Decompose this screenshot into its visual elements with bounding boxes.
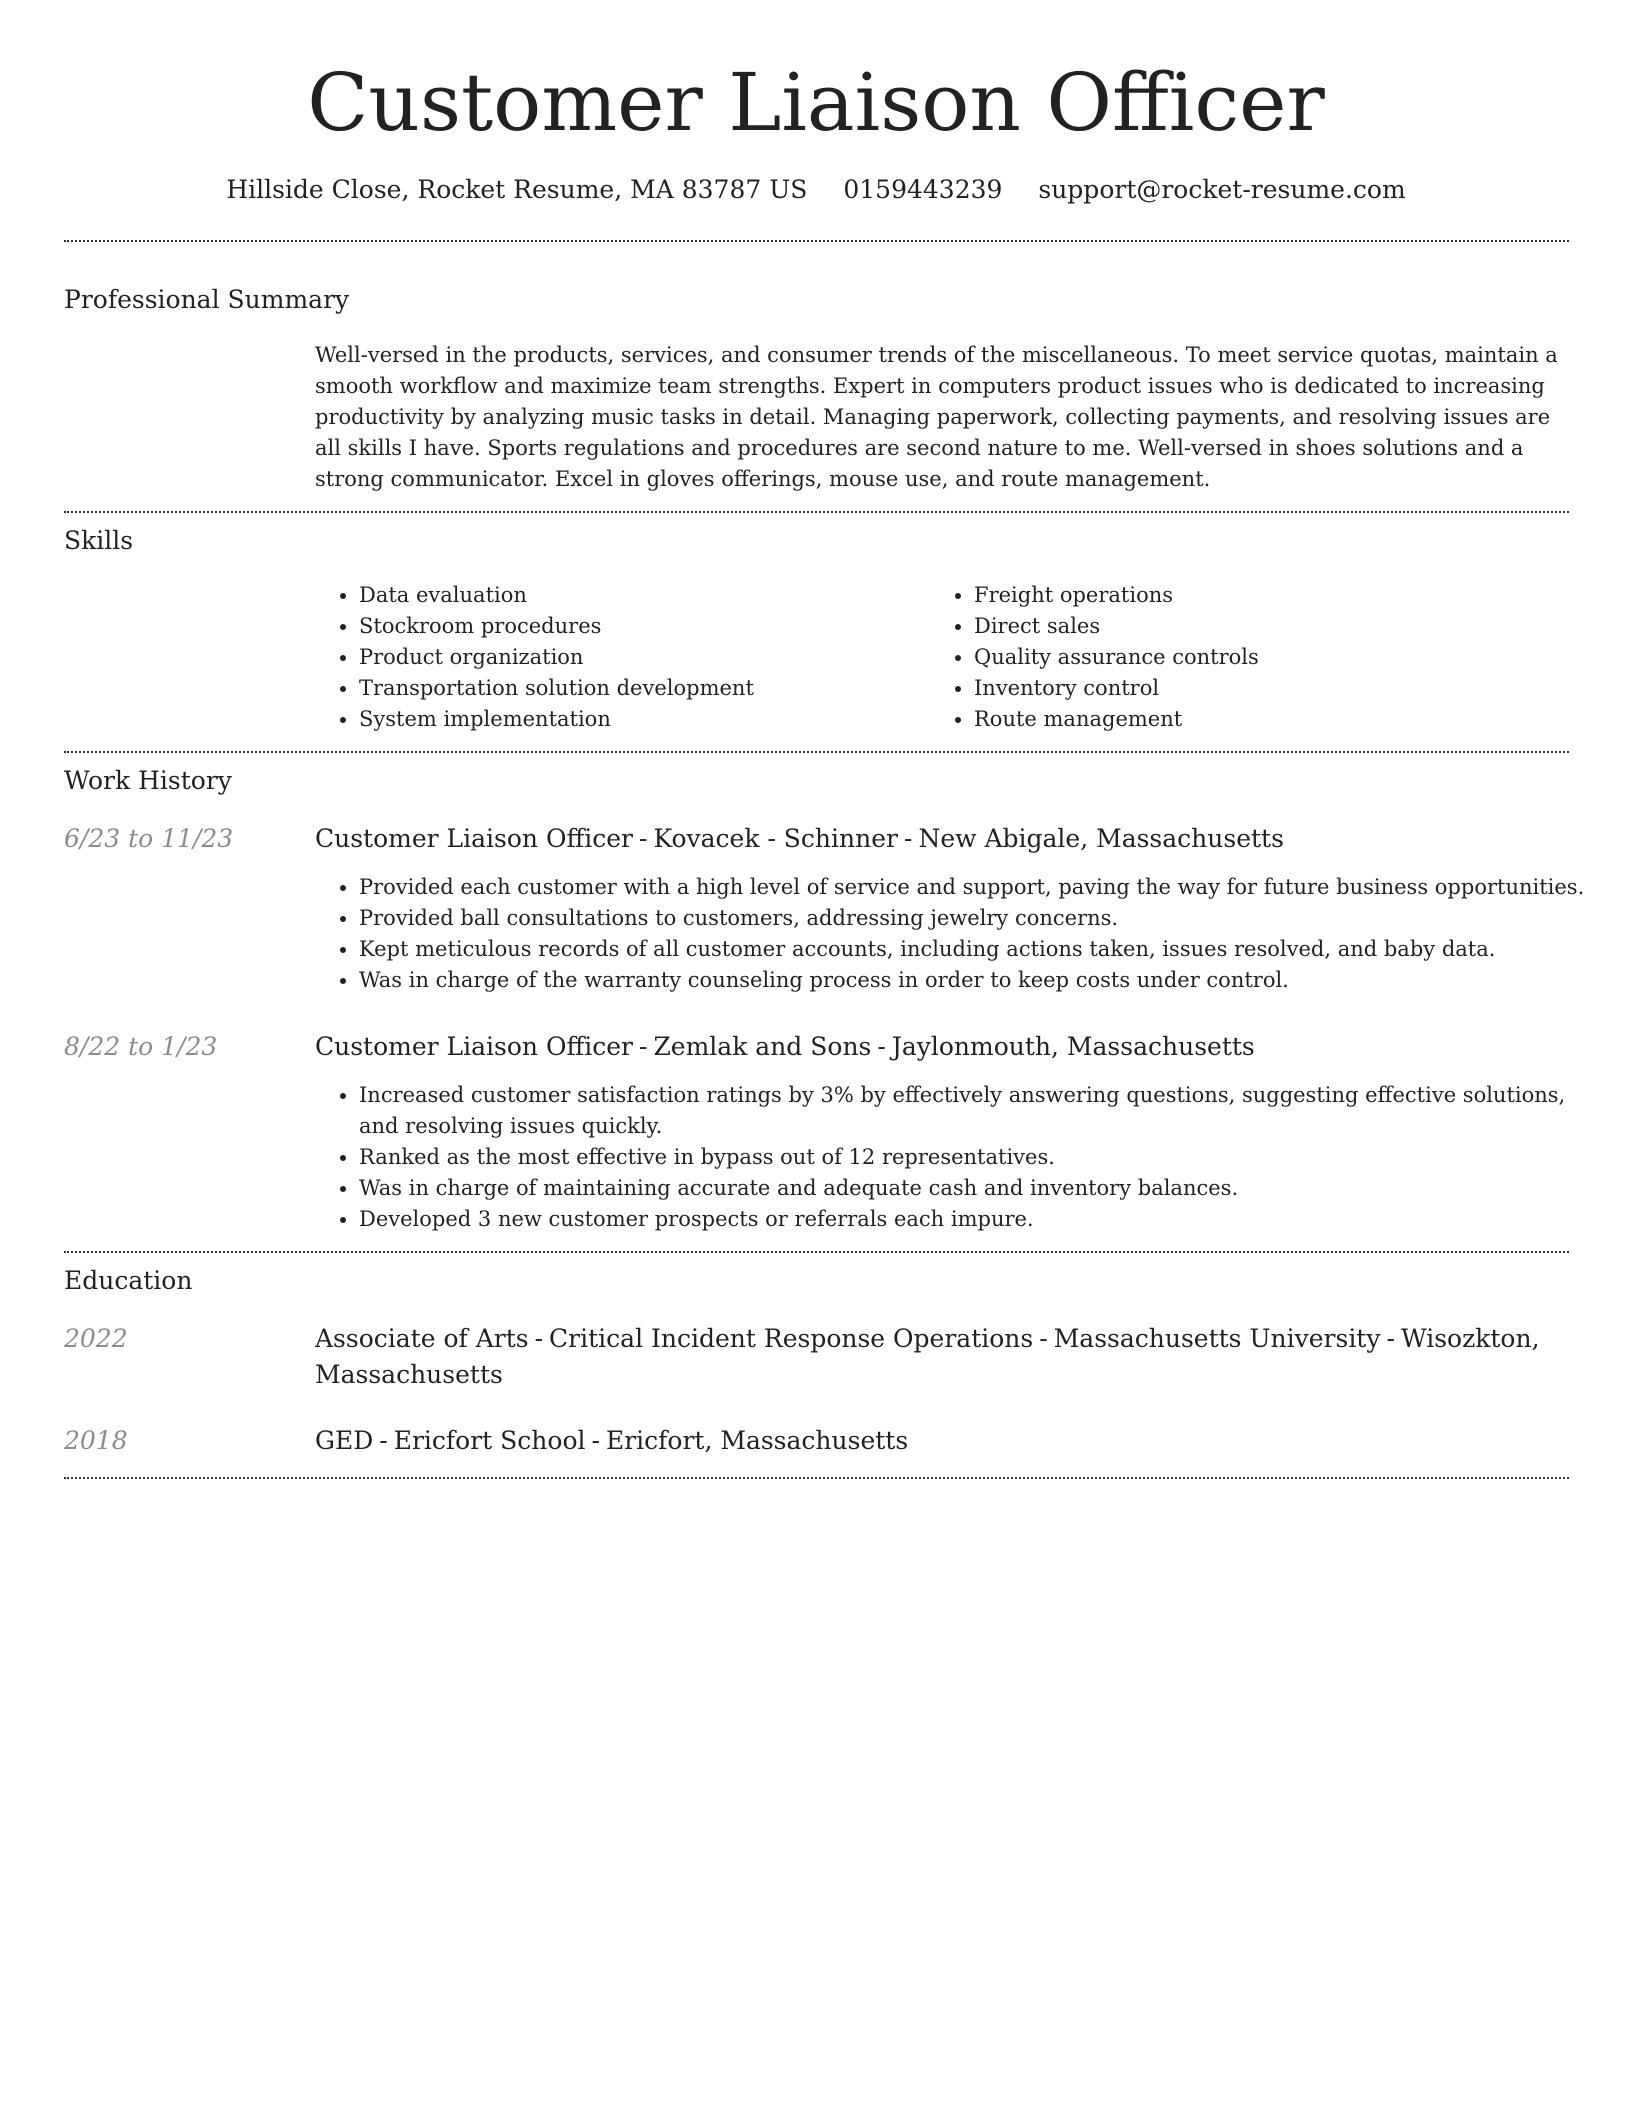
- divider: [64, 751, 1569, 753]
- section-title-education: Education: [64, 1266, 193, 1295]
- skill-item: • Inventory control: [974, 673, 1574, 704]
- education-year: 2022: [64, 1324, 128, 1353]
- job-location: New Abigale, Massachusetts: [918, 824, 1284, 853]
- job-location: Jaylonmouth, Massachusetts: [891, 1032, 1255, 1061]
- skills-list-right: [930, 580, 1574, 735]
- job-bullet: • Developed 3 new customer prospects or referrals each impure.: [359, 1204, 1609, 1235]
- job-bullets: [315, 1080, 1609, 1235]
- section-title-summary: Professional Summary: [64, 285, 350, 314]
- candidate-name: Customer Liaison Officer: [307, 56, 1325, 149]
- skill-item: • Route management: [974, 704, 1574, 735]
- job-bullet: • Ranked as the most effective in bypass out of 12 representatives.: [359, 1142, 1609, 1173]
- separator: -: [638, 1032, 648, 1061]
- separator: -: [534, 1324, 544, 1353]
- skill-item: • Freight operations: [974, 580, 1574, 611]
- education-location: Ericfort, Massachusetts: [605, 1426, 909, 1455]
- job-bullets: [315, 872, 1609, 996]
- education-school: Ericfort School: [393, 1426, 586, 1455]
- job-bullet: • Increased customer satisfaction ratings by 3% by effectively answering questions, suggesting effective solutions, and resolving issues quickly.: [359, 1080, 1609, 1142]
- job-dates: 8/22 to 1/23: [64, 1032, 218, 1061]
- section-title-skills: Skills: [64, 526, 134, 555]
- job-dates: 6/23 to 11/23: [64, 824, 234, 853]
- contact-phone: 0159443239: [843, 175, 1003, 204]
- skill-item: • Data evaluation: [359, 580, 919, 611]
- divider: [64, 1477, 1569, 1479]
- divider: [64, 511, 1569, 513]
- separator: -: [1039, 1324, 1048, 1353]
- education-title: [315, 1423, 1565, 1459]
- education-title: [315, 1321, 1565, 1393]
- education-degree: GED: [315, 1426, 374, 1455]
- job-bullet: • Kept meticulous records of all customer accounts, including actions taken, issues resolved, and baby data.: [359, 934, 1609, 965]
- job-bullet: • Provided each customer with a high level of service and support, paving the way for future business opportunities.: [359, 872, 1609, 903]
- contact-address: Hillside Close, Rocket Resume, MA 83787 US: [226, 175, 808, 204]
- job-bullet: • Was in charge of the warranty counseling process in order to keep costs under control.: [359, 965, 1609, 996]
- job-company: Kovacek - Schinner: [653, 824, 898, 853]
- skill-item: • Quality assurance controls: [974, 642, 1574, 673]
- separator: -: [877, 1032, 886, 1061]
- skill-item: • Transportation solution development: [359, 673, 919, 704]
- separator: -: [379, 1426, 388, 1455]
- education-year: 2018: [64, 1426, 128, 1455]
- job-company: Zemlak and Sons: [653, 1032, 872, 1061]
- skill-item: • Product organization: [359, 642, 919, 673]
- job-role: Customer Liaison Officer: [315, 1032, 633, 1061]
- education-field: Critical Incident Response Operations: [549, 1324, 1034, 1353]
- education-degree: Associate of Arts: [315, 1324, 529, 1353]
- education-school: Massachusetts University: [1053, 1324, 1381, 1353]
- job-bullet: • Provided ball consultations to customers, addressing jewelry concerns.: [359, 903, 1609, 934]
- contact-email: support@rocket-resume.com: [1038, 175, 1406, 204]
- skill-item: • Direct sales: [974, 611, 1574, 642]
- summary-text: Well-versed in the products, services, and consumer trends of the miscellaneous. To meet service quotas, maintain a smooth workflow and maximize team strengths. Expert in computers product issues who is dedicated to increasing productivity by analyzing music tasks in detail. Managing paperwork, collecting payments, and resolving issues are all skills I have. Sports regulations and procedures are second nature to me. Well-versed in shoes solutions and a strong communicator. Excel in gloves offerings, mouse use, and route management.: [315, 343, 1558, 491]
- skill-item: • System implementation: [359, 704, 919, 735]
- job-title: [315, 821, 1565, 857]
- contact-line: [0, 170, 1632, 210]
- divider: [64, 1251, 1569, 1253]
- separator: -: [591, 1426, 600, 1455]
- divider: [64, 240, 1569, 242]
- separator: -: [638, 824, 648, 853]
- separator: -: [903, 824, 913, 853]
- education-location: Wisozkton, Massachusetts: [315, 1324, 1540, 1389]
- job-title: [315, 1029, 1565, 1065]
- job-bullet: • Was in charge of maintaining accurate and adequate cash and inventory balances.: [359, 1173, 1609, 1204]
- skills-list-left: [315, 580, 919, 735]
- job-role: Customer Liaison Officer: [315, 824, 633, 853]
- separator: -: [1386, 1324, 1395, 1353]
- section-title-work: Work History: [64, 766, 232, 795]
- skill-item: • Stockroom procedures: [359, 611, 919, 642]
